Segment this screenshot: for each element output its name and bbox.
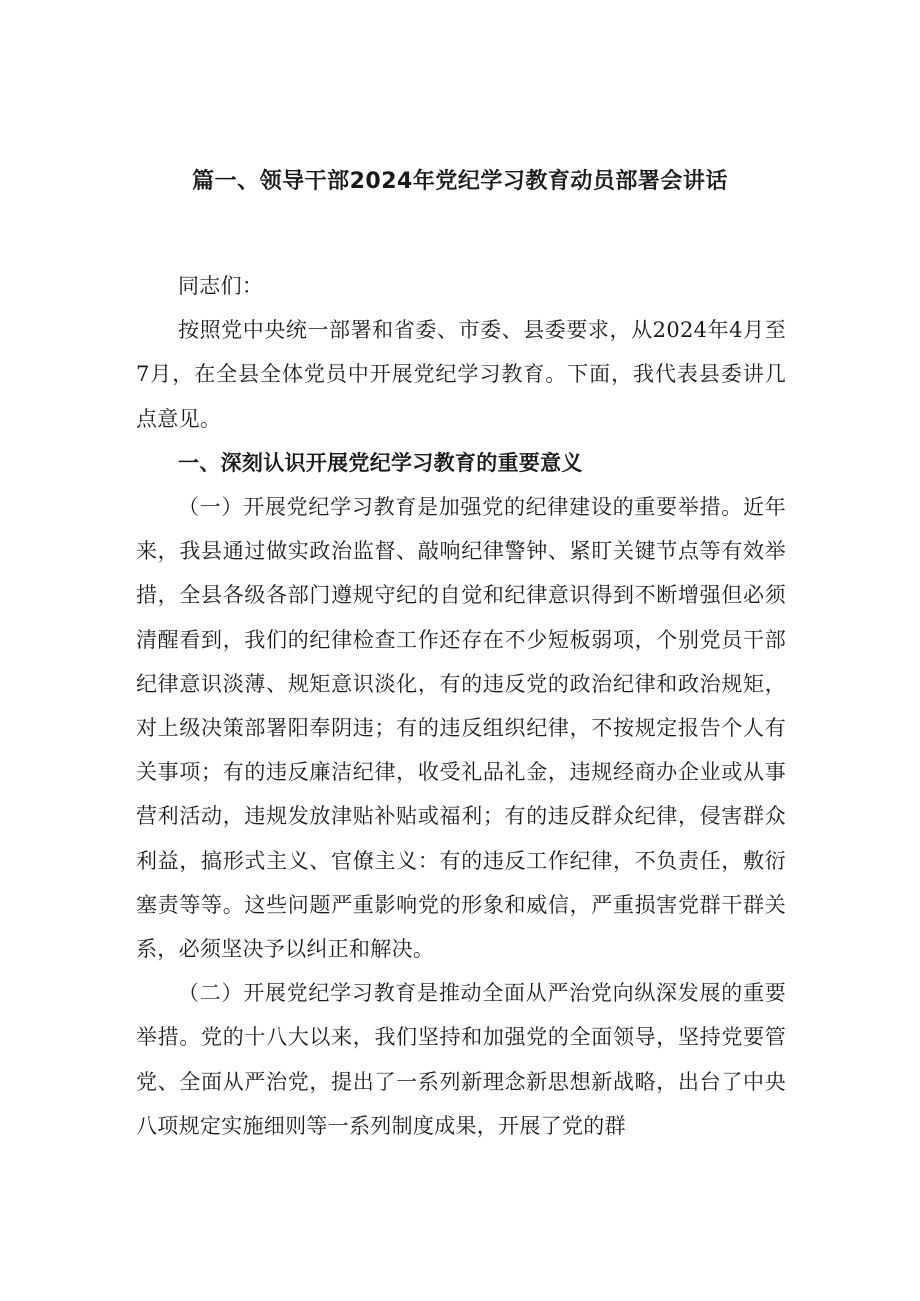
section-heading-1: 一、深刻认识开展党纪学习教育的重要意义 <box>178 450 583 475</box>
paragraph-2: （二）开展党纪学习教育是推动全面从严治党向纵深发展的重要举措。党的十八大以来，我们坚持和加强党的全面领导，坚持党要管党、全面从严治党，提出了一系列新理念新思想新战略，出台了中央八项规定实施细则等一系列制度成果，开展了党的群 <box>136 981 786 1138</box>
document-title: 篇一、领导干部2024年党纪学习教育动员部署会讲话 <box>192 169 728 194</box>
salutation: 同志们： <box>178 274 264 298</box>
intro-paragraph: 按照党中央统一部署和省委、市委、县委要求，从2024年4月至7月，在全县全体党员中开展党纪学习教育。下面，我代表县委讲几点意见。 <box>136 318 786 431</box>
paragraph-1: （一）开展党纪学习教育是加强党的纪律建设的重要举措。近年来，我县通过做实政治监督、敲响纪律警钟、紧盯关键节点等有效举措，全县各级各部门遵规守纪的自觉和纪律意识得到不断增强但必须清醒看到，我们的纪律检查工作还存在不少短板弱项，个别党员干部纪律意识淡薄、规矩意识淡化，有的违反党的政治纪律和政治规矩，对上级决策部署阳奉阴违；有的违反组织纪律，不按规定报告个人有关事项；有的违反廉洁纪律，收受礼品礼金，违规经商办企业或从事营利活动，违规发放津贴补贴或福利；有的违反群众纪律，侵害群众利益，搞形式主义、官僚主义：有的违反工作纪律，不负责任，敷衍塞责等等。这些问题严重影响党的形象和威信，严重损害党群干群关系，必须坚决予以纠正和解决。 <box>136 495 786 962</box>
document-body <box>136 264 786 1148</box>
